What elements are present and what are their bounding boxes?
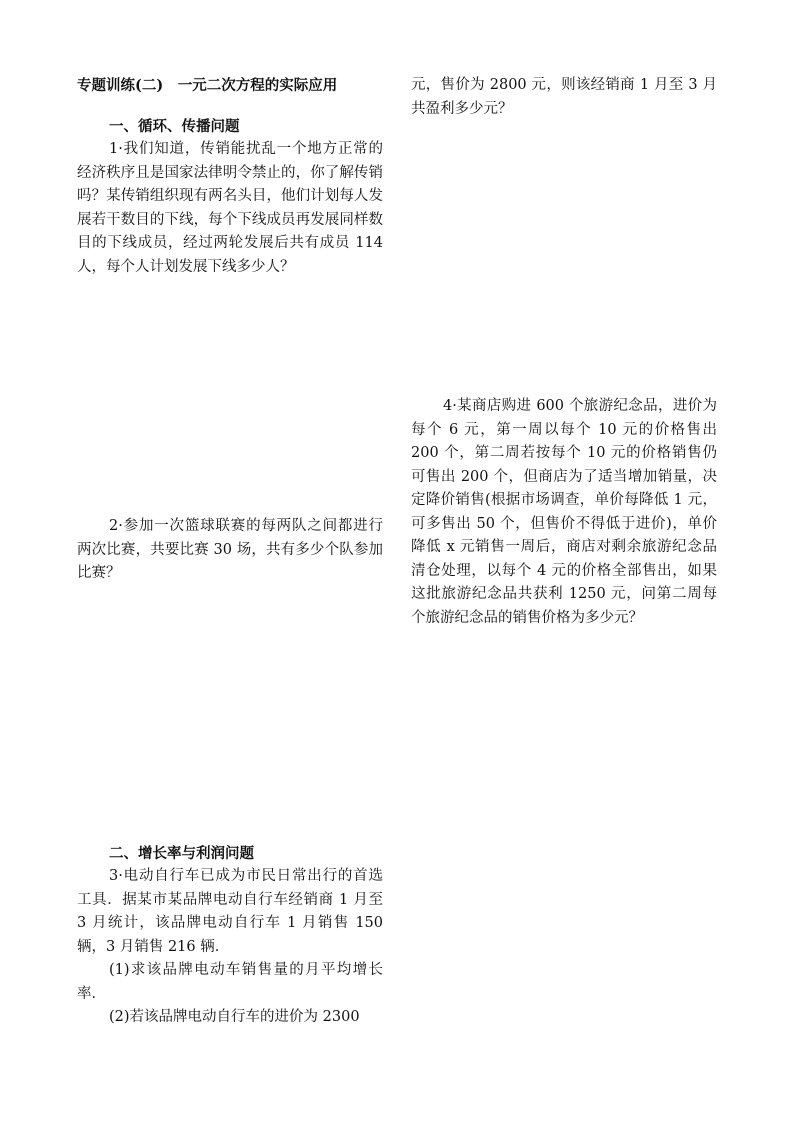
section2-heading: 二、增长率与利润问题	[109, 844, 254, 862]
section1-heading: 一、循环、传播问题	[109, 117, 240, 135]
right-column	[411, 74, 717, 630]
question-3-part1: (1)求该品牌电动车销售量的月平均增长率．	[77, 962, 383, 1002]
question-3-part2: (2)若该品牌电动自行车的进价为 2300	[109, 1009, 360, 1025]
question-4: 4·某商店购进 600 个旅游纪念品，进价为每个 6 元，第一周以每个 10 元的价格售出 200 个，第二周若按每个 10 元的价格销售仍可售出 200 个，但商店为了适当增加销量，决定降价销售(根据市场调查，单价每降低 1 元，可多售出 50 个，但售价不得低于进价)，单价降低 x 元销售一周后，商店对剩余旅游纪念品清仓处理，以每个 4 元的价格全部售出，如果这批旅游纪念品共获利 1250 元，问第二周每个旅游纪念品的销售价格为多少元？	[411, 398, 717, 626]
page-title: 专题训练(二) 一元二次方程的实际应用	[77, 77, 338, 94]
question-3-intro: 3·电动自行车已成为市民日常出行的首选工具．据某市某品牌电动自行车经销商 1 月至 3 月统计，该品牌电动自行车 1 月销售 150 辆，3 月销售 216 辆．	[77, 868, 383, 955]
question-3-part2-continued: 元，售价为 2800 元，则该经销商 1 月至 3 月共盈利多少元？	[411, 77, 717, 117]
question-1: 1·我们知道，传销能扰乱一个地方正常的经济秩序且是国家法律明令禁止的，你了解传销吗？某传销组织现有两名头目，他们计划每人发展若干数目的下线，每个下线成员再发展同样数目的下线成员，经过两轮发展后共有成员 114 人，每个人计划发展下线多少人？	[77, 141, 383, 275]
question-2: 2·参加一次篮球联赛的每两队之间都进行两次比赛，共要比赛 30 场，共有多少个队参加比赛？	[77, 518, 383, 581]
left-column	[77, 74, 383, 1030]
